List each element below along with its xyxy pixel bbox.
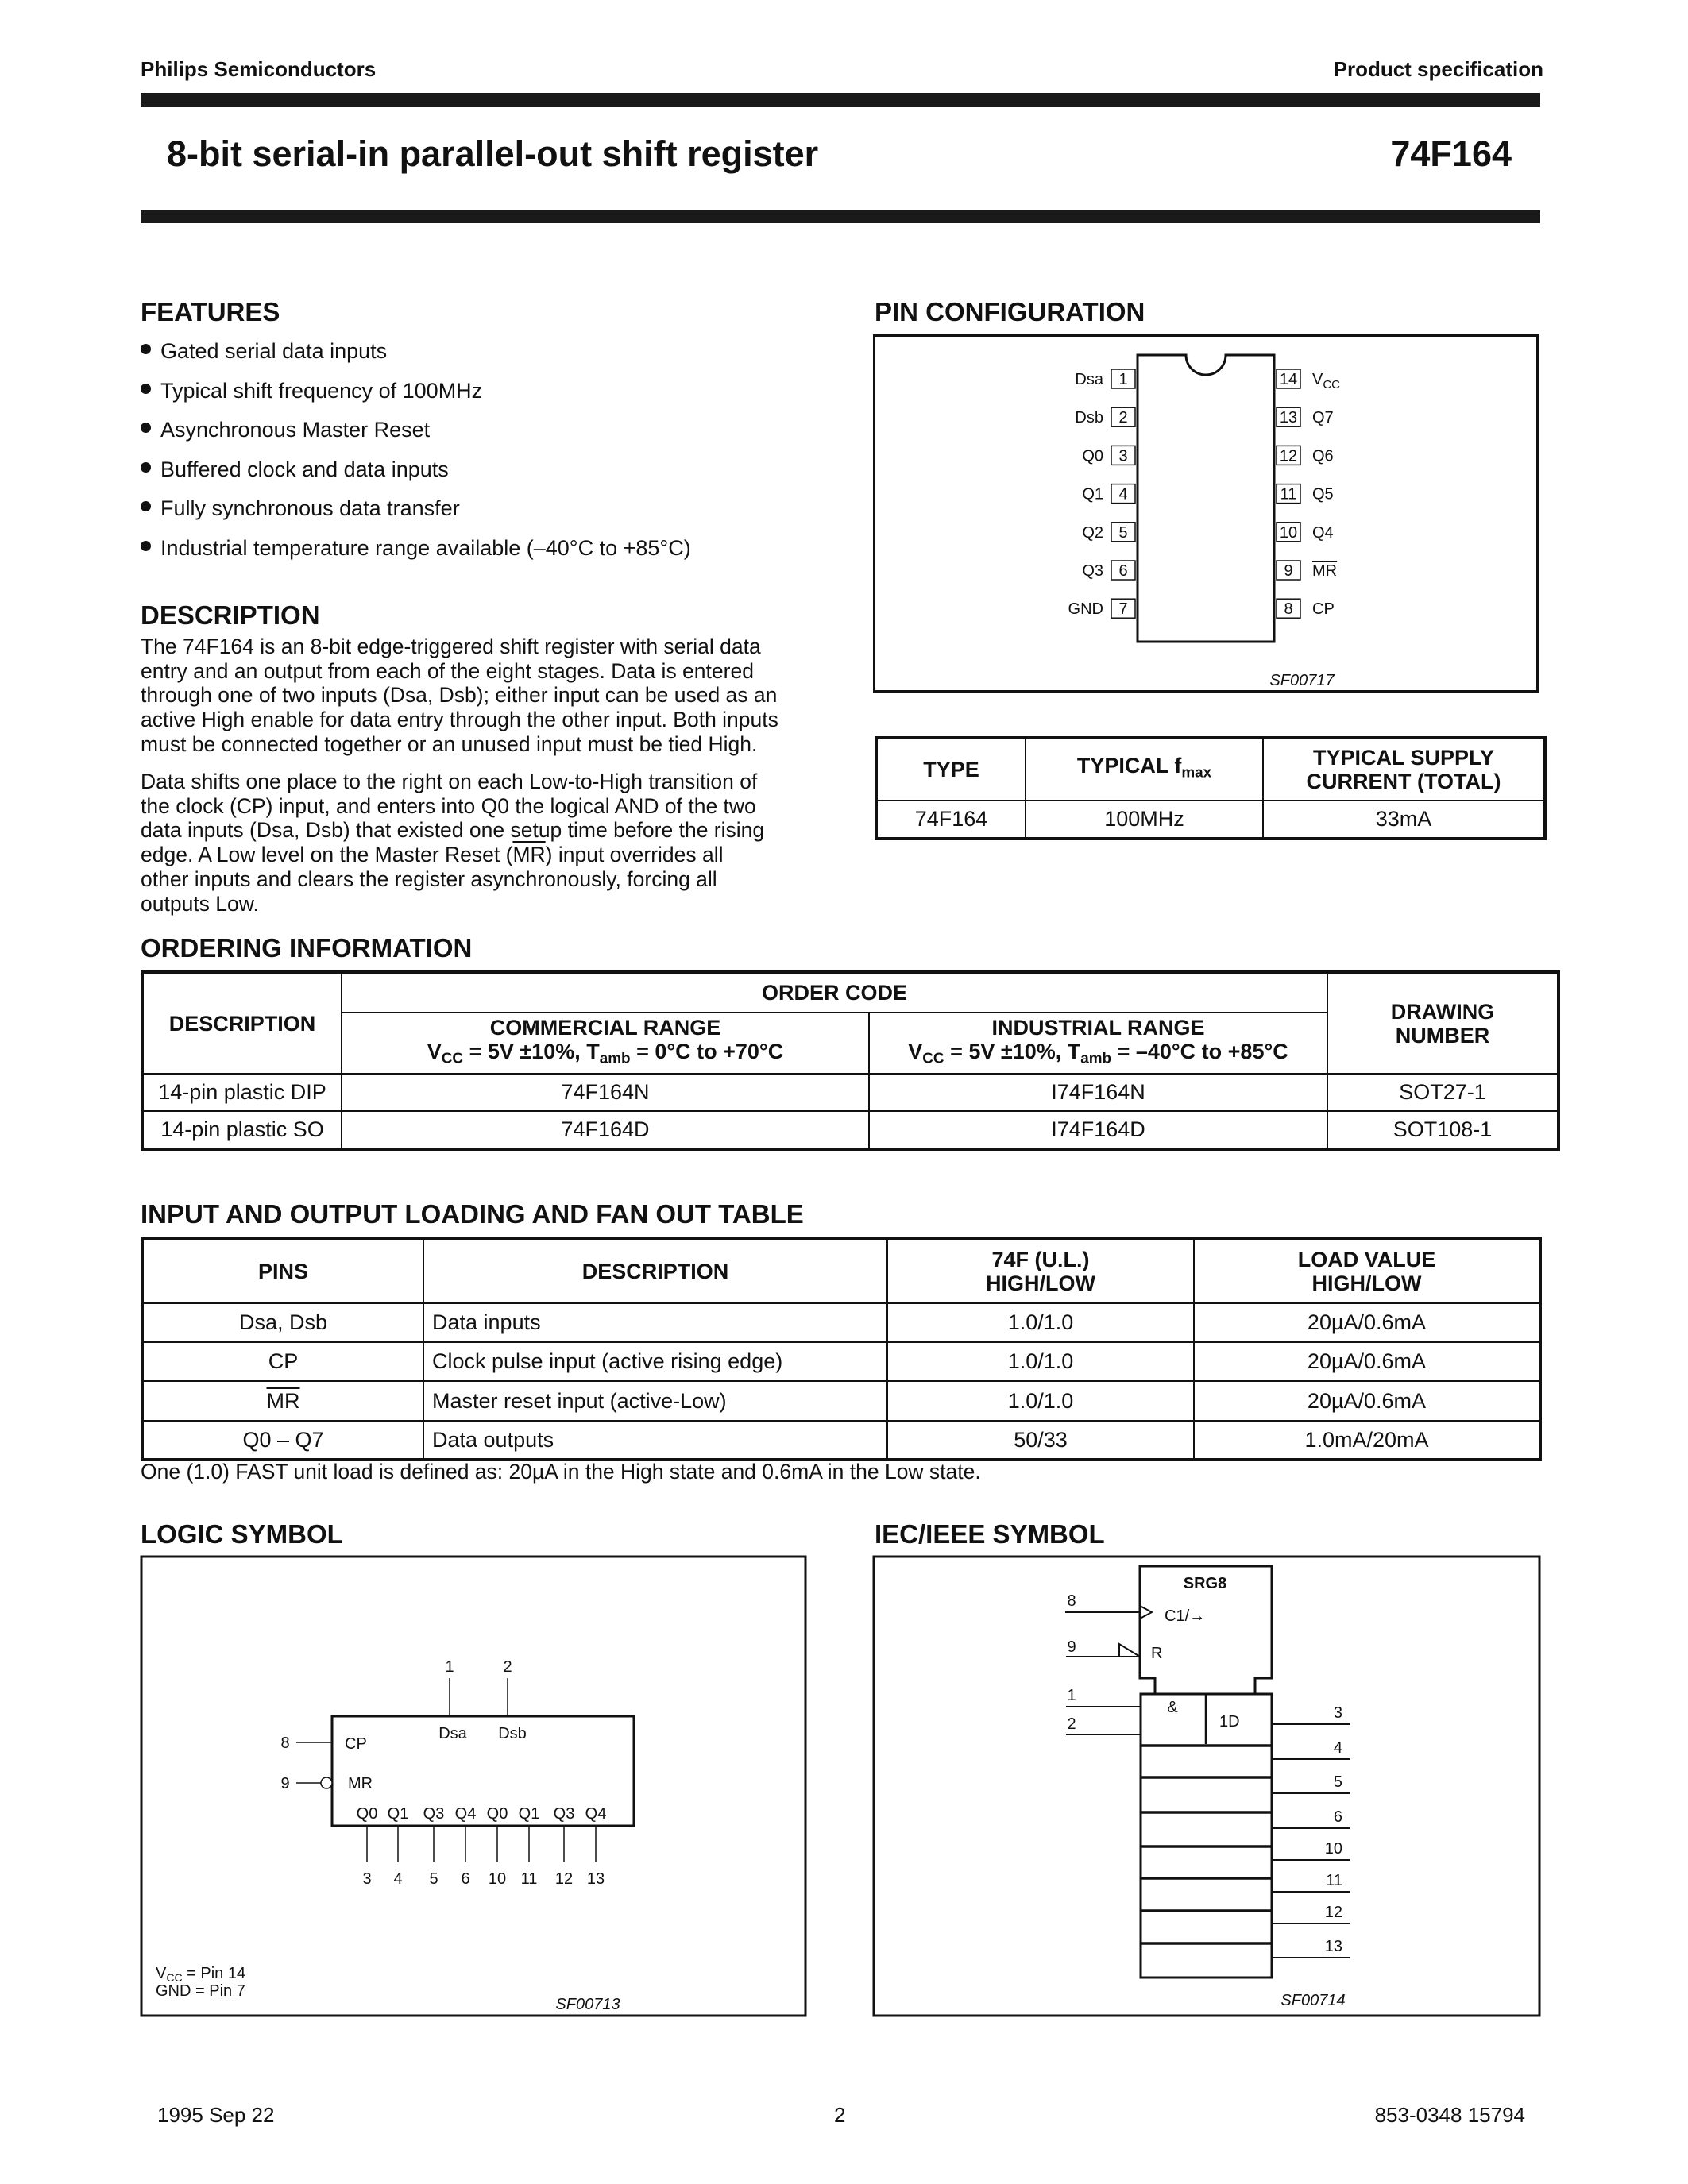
frame <box>874 1557 1539 2016</box>
page-number: 2 <box>834 2103 846 2127</box>
pin-number: 9 <box>1284 562 1293 580</box>
text-line <box>141 843 764 867</box>
text: = 5V ±10%, T <box>463 1039 600 1063</box>
text-line: through one of two inputs (Dsa, Dsb); either input can be used as an <box>141 683 778 708</box>
text: HIGH/LOW <box>1311 1271 1422 1295</box>
text: edge. A Low level on the Master Reset ( <box>141 843 513 867</box>
pin-number: 10 <box>1279 523 1298 542</box>
cell: Data inputs <box>423 1303 887 1342</box>
active-low-indicator-icon <box>1119 1644 1140 1657</box>
cell: 74F164 <box>876 801 1026 839</box>
text-line: other inputs and clears the register asynchronously, forcing all <box>141 866 717 891</box>
logic-symbol-diagram <box>135 1549 810 2025</box>
description-paragraph-1 <box>141 635 778 757</box>
pin-number: 4 <box>1333 1739 1342 1757</box>
cell: 1.0/1.0 <box>887 1342 1194 1381</box>
pin-label: Q3 <box>1082 562 1103 580</box>
pin-label: Q5 <box>1312 485 1334 504</box>
cell: Clock pulse input (active rising edge) <box>423 1342 887 1381</box>
pin-number: 13 <box>1279 409 1298 427</box>
text: $\overline{MR}$ <box>266 1388 300 1413</box>
pin-label: Q4 <box>1312 523 1334 542</box>
cell: 74F164D <box>342 1111 869 1149</box>
pin-number: 2 <box>1067 1715 1076 1733</box>
bullet-icon <box>141 423 151 433</box>
fanout-heading: INPUT AND OUTPUT LOADING AND FAN OUT TABLE <box>141 1199 804 1229</box>
pin-number: 4 <box>1118 485 1128 504</box>
pin-number: 12 <box>1324 1904 1342 1921</box>
doc-type: Product specification <box>1333 57 1543 81</box>
text: HIGH/LOW <box>986 1271 1095 1295</box>
text: max <box>1181 764 1212 781</box>
table-row <box>142 1074 1559 1111</box>
reset-label: R <box>1151 1645 1163 1662</box>
ordering-heading: ORDERING INFORMATION <box>141 933 473 963</box>
srg8-label: SRG8 <box>1183 1575 1227 1592</box>
header-description: DESCRIPTION <box>142 972 342 1074</box>
pin-number: 3 <box>1333 1704 1342 1722</box>
bullet-icon <box>141 344 151 354</box>
text: TYPICAL f <box>1076 754 1182 778</box>
pin-number: 2 <box>503 1658 512 1676</box>
text: ) input overrides all <box>545 843 724 867</box>
text-line: active High enable for data entry through the other input. Both inputs <box>141 708 778 732</box>
cell <box>142 1381 423 1421</box>
cell: Q0 – Q7 <box>142 1421 423 1460</box>
output-label: Q3 <box>553 1805 575 1823</box>
pin-number: 3 <box>362 1870 372 1888</box>
text-line: Data shifts one place to the right on each Low-to-High transition of <box>141 770 758 793</box>
description-heading: DESCRIPTION <box>141 600 320 630</box>
cell: 20µA/0.6mA <box>1194 1381 1540 1421</box>
bullet-icon <box>141 384 151 394</box>
feature-text: Typical shift frequency of 100MHz <box>160 379 483 403</box>
pin-number: 10 <box>488 1870 507 1888</box>
text: = 0°C to +70°C <box>630 1039 784 1063</box>
cell: 1.0mA/20mA <box>1194 1421 1540 1460</box>
pin-number: 5 <box>1118 523 1128 542</box>
pin-label: Q2 <box>1082 523 1103 542</box>
pin-number: 1 <box>445 1658 454 1676</box>
output-label: Q1 <box>518 1805 540 1823</box>
pin-label: Dsb <box>1075 409 1103 427</box>
output-label: Q0 <box>356 1805 378 1823</box>
list-item <box>141 379 482 403</box>
pin-number: 6 <box>461 1870 470 1888</box>
features-heading: FEATURES <box>141 297 280 326</box>
pin-number: 6 <box>1118 562 1128 580</box>
cell: SOT108-1 <box>1327 1111 1559 1149</box>
header-load <box>1194 1238 1540 1303</box>
feature-text: Fully synchronous data transfer <box>160 496 460 520</box>
pin-label: GND <box>1068 600 1103 619</box>
ordering-table <box>141 970 1560 1151</box>
header-drawing <box>1327 972 1559 1074</box>
description-paragraph-2 <box>141 770 764 916</box>
pin-number: 11 <box>1326 1872 1342 1889</box>
pin-number: 9 <box>1067 1638 1076 1656</box>
text: COMMERCIAL RANGE <box>489 1015 721 1040</box>
header-description: DESCRIPTION <box>423 1238 887 1303</box>
bullet-icon <box>141 462 151 473</box>
pin-number: 5 <box>429 1870 438 1888</box>
list-item <box>141 536 691 561</box>
text: TYPICAL SUPPLY <box>1312 746 1495 770</box>
text: CURRENT (TOTAL) <box>1306 770 1501 793</box>
pin-label: Dsa <box>1075 371 1103 388</box>
text: CC <box>441 1050 464 1067</box>
cp-label: CP <box>345 1735 367 1753</box>
mr-label: MR <box>348 1775 373 1792</box>
text-line: must be connected together or an unused input must be tied High. <box>141 731 758 756</box>
page-title: 8-bit serial-in parallel-out shift register <box>167 133 819 174</box>
cell: 74F164N <box>342 1074 869 1111</box>
header-type: TYPE <box>876 738 1026 801</box>
figure-id: SF00713 <box>555 1996 620 2013</box>
cell: Data outputs <box>423 1421 887 1460</box>
cell: CP <box>142 1342 423 1381</box>
pin-label: Q7 <box>1312 409 1334 427</box>
divider <box>141 210 1540 223</box>
text: V <box>908 1039 923 1063</box>
logic-symbol-heading: LOGIC SYMBOL <box>141 1519 343 1549</box>
cell: Master reset input (active-Low) <box>423 1381 887 1421</box>
header-order-code: ORDER CODE <box>342 972 1327 1013</box>
text-line: outputs Low. <box>141 891 259 916</box>
output-label: Q0 <box>486 1805 508 1823</box>
d-label: 1D <box>1219 1713 1240 1731</box>
cell: SOT27-1 <box>1327 1074 1559 1111</box>
pin-number: 11 <box>520 1870 538 1888</box>
footer-code: 853-0348 15794 <box>1374 2103 1525 2127</box>
vcc-note: $V_{CC}$ = Pin 14 <box>156 1965 246 1984</box>
pin-number: 13 <box>586 1870 605 1888</box>
header-supply <box>1263 738 1545 801</box>
cell: I74F164D <box>869 1111 1327 1149</box>
cell: 14-pin plastic SO <box>142 1111 342 1149</box>
header-ul <box>887 1238 1194 1303</box>
pin-number: 13 <box>1324 1938 1342 1955</box>
output-label: Q3 <box>423 1805 445 1823</box>
input-label: Dsa <box>438 1725 467 1742</box>
text: amb <box>599 1050 631 1067</box>
text: = 5V ±10%, T <box>944 1039 1081 1063</box>
list-item <box>141 496 460 521</box>
pin-number: 3 <box>1118 447 1128 465</box>
pin-number: 12 <box>554 1870 574 1888</box>
feature-text: Industrial temperature range available (–40°C to +85°C) <box>160 536 691 560</box>
header-commercial <box>342 1013 869 1074</box>
gnd-note: GND = Pin 7 <box>156 1982 245 2000</box>
table-row <box>142 1421 1540 1460</box>
text: 74F (U.L.) <box>991 1247 1090 1271</box>
cell: 14-pin plastic DIP <box>142 1074 342 1111</box>
and-label: & <box>1167 1699 1178 1716</box>
text: LOAD VALUE <box>1297 1247 1436 1271</box>
text-line: the clock (CP) input, and enters into Q0 the logical AND of the two <box>141 793 756 818</box>
type-table <box>875 736 1547 840</box>
chip-body <box>1138 355 1274 642</box>
table-row <box>142 1381 1540 1421</box>
feature-text: Asynchronous Master Reset <box>160 418 431 442</box>
company-name: Philips Semiconductors <box>141 57 377 81</box>
text-line: The 74F164 is an 8-bit edge-triggered shift register with serial data <box>141 635 761 658</box>
pin-label: $V_{CC}$ <box>1312 371 1341 392</box>
pin-number: 14 <box>1279 371 1298 388</box>
cell: 20µA/0.6mA <box>1194 1303 1540 1342</box>
clock-label: C1/→ <box>1165 1607 1206 1625</box>
text: CC <box>922 1050 944 1067</box>
figure-id: SF00714 <box>1280 1992 1346 2009</box>
text-line: entry and an output from each of the eight stages. Data is entered <box>141 658 754 683</box>
output-label: Q4 <box>454 1805 477 1823</box>
footer-date: 1995 Sep 22 <box>157 2103 275 2127</box>
text: V <box>427 1039 442 1063</box>
clock-triangle-icon <box>1140 1606 1152 1619</box>
text-line: data inputs (Dsa, Dsb) that existed one setup time before the rising <box>141 818 765 843</box>
list-item <box>141 418 430 442</box>
input-label: Dsb <box>498 1725 527 1742</box>
cell: 1.0/1.0 <box>887 1303 1194 1342</box>
pin-label: CP <box>1312 600 1335 619</box>
frame <box>141 1557 805 2016</box>
pin-label: Q0 <box>1082 447 1103 465</box>
table-row <box>142 1342 1540 1381</box>
pin-number: 8 <box>1067 1592 1076 1610</box>
cell: 100MHz <box>1026 801 1263 839</box>
pin-config-heading: PIN CONFIGURATION <box>875 297 1145 326</box>
inversion-bubble-icon <box>321 1777 332 1788</box>
list-item <box>141 457 449 482</box>
pin-number: 2 <box>1118 409 1128 427</box>
output-label: Q1 <box>387 1805 409 1823</box>
text: NUMBER <box>1395 1023 1490 1048</box>
feature-text: Buffered clock and data inputs <box>160 457 449 481</box>
mr-overline: $\overline{MR}$ <box>512 843 546 867</box>
header-pins: PINS <box>142 1238 423 1303</box>
pin-number: 10 <box>1324 1840 1342 1858</box>
text: amb <box>1080 1050 1112 1067</box>
text: INDUSTRIAL RANGE <box>991 1015 1205 1040</box>
pin-number: 8 <box>280 1734 290 1752</box>
pin-configuration-diagram <box>873 334 1539 693</box>
table-row <box>142 1111 1559 1149</box>
pin-number: 9 <box>280 1775 290 1792</box>
feature-text: Gated serial data inputs <box>160 339 388 363</box>
pin-number: 5 <box>1333 1773 1342 1791</box>
pin-number: 1 <box>1067 1687 1076 1704</box>
text: = –40°C to +85°C <box>1111 1039 1288 1063</box>
header-industrial <box>869 1013 1327 1074</box>
iec-symbol-heading: IEC/IEEE SYMBOL <box>875 1519 1105 1549</box>
table-row <box>876 801 1545 839</box>
pin-number: 8 <box>1284 600 1293 619</box>
text: DRAWING <box>1390 999 1495 1024</box>
divider <box>141 93 1540 107</box>
output-label: Q4 <box>585 1805 607 1823</box>
pin-label: Q6 <box>1312 447 1334 465</box>
cell: 20µA/0.6mA <box>1194 1342 1540 1381</box>
list-item <box>141 339 387 364</box>
pin-label: MR <box>1312 562 1338 580</box>
bullet-icon <box>141 501 151 511</box>
pin-number: 4 <box>393 1870 403 1888</box>
pin-number: 7 <box>1118 600 1128 619</box>
fanout-note: One (1.0) FAST unit load is defined as: 20µA in the High state and 0.6mA in the Low state. <box>141 1460 981 1484</box>
pin-number: 11 <box>1280 485 1297 504</box>
cell: 1.0/1.0 <box>887 1381 1194 1421</box>
fanout-table <box>141 1237 1542 1461</box>
pin-number: 12 <box>1279 447 1298 465</box>
table-row <box>142 1303 1540 1342</box>
cell: I74F164N <box>869 1074 1327 1111</box>
bullet-icon <box>141 541 151 551</box>
part-number: 74F164 <box>1390 133 1512 174</box>
pin-label: Q1 <box>1082 485 1103 504</box>
pin-number: 1 <box>1118 371 1128 388</box>
pin-number: 6 <box>1333 1808 1342 1826</box>
cell: 33mA <box>1263 801 1545 839</box>
cell: 50/33 <box>887 1421 1194 1460</box>
header-fmax <box>1026 738 1263 801</box>
iec-symbol-diagram <box>866 1549 1549 2025</box>
cell: Dsa, Dsb <box>142 1303 423 1342</box>
figure-id: SF00717 <box>1269 672 1335 689</box>
